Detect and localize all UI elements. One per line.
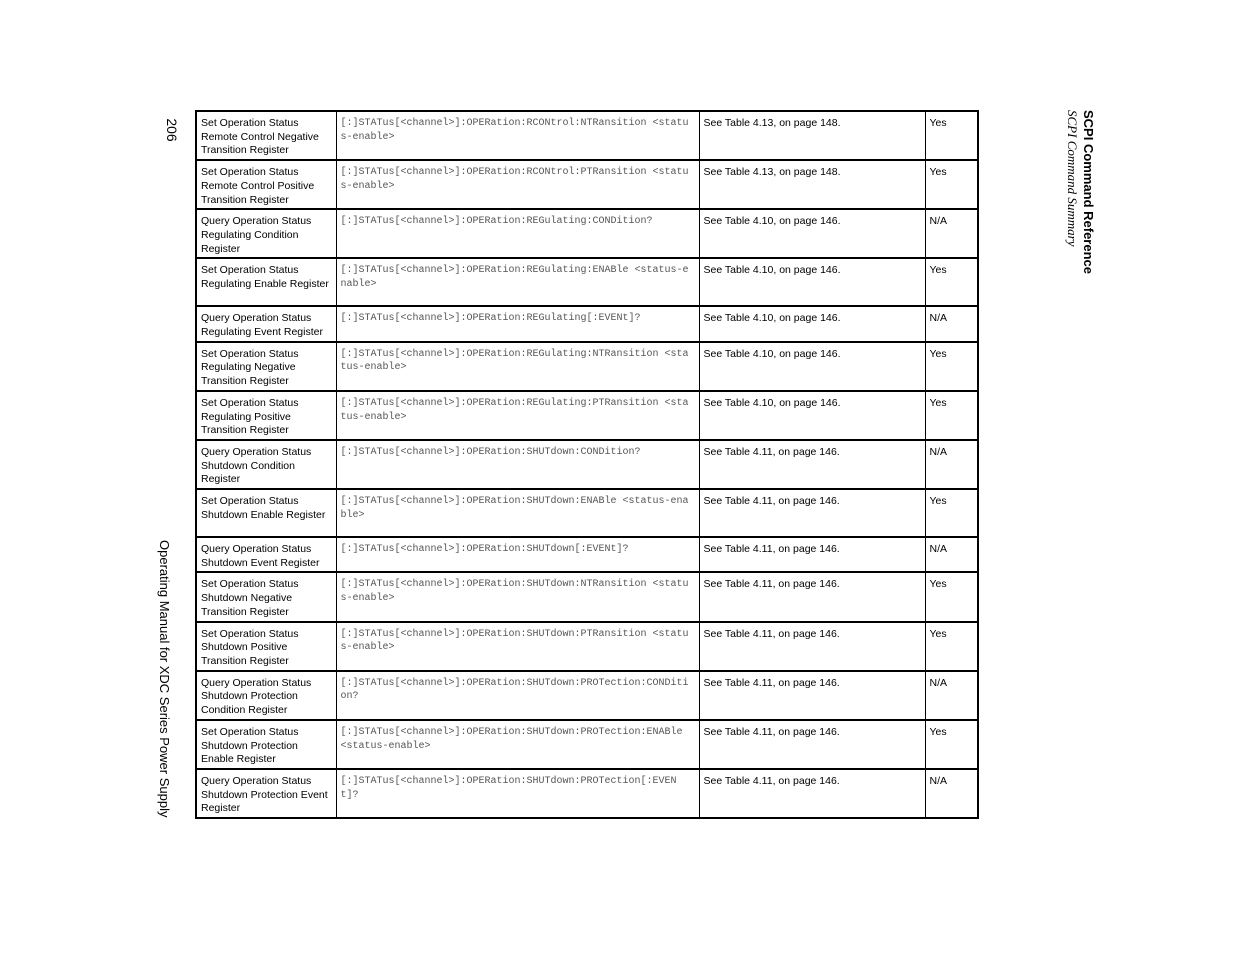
page-number: 206	[164, 118, 180, 142]
table-row	[196, 572, 978, 621]
value-cell: Yes	[925, 720, 978, 769]
table-row	[196, 391, 978, 440]
reference-cell: See Table 4.13, on page 148.	[699, 111, 925, 160]
value-cell: Yes	[925, 342, 978, 391]
reference-cell: See Table 4.11, on page 146.	[699, 440, 925, 489]
syntax-cell: [:]STATus[<channel>]:OPERation:SHUTdown:PROTection:ENABle <status-enable>	[336, 720, 699, 769]
value-cell: N/A	[925, 537, 978, 572]
table-row	[196, 306, 978, 341]
reference-cell: See Table 4.11, on page 146.	[699, 720, 925, 769]
reference-cell: See Table 4.11, on page 146.	[699, 537, 925, 572]
table-row	[196, 111, 978, 160]
reference-cell: See Table 4.13, on page 148.	[699, 160, 925, 209]
table-row	[196, 671, 978, 720]
reference-cell: See Table 4.11, on page 146.	[699, 622, 925, 671]
reference-cell: See Table 4.10, on page 146.	[699, 258, 925, 306]
value-cell: Yes	[925, 391, 978, 440]
reference-cell: See Table 4.11, on page 146.	[699, 769, 925, 818]
function-cell: Set Operation Status Regulating Negative Transition Register	[196, 342, 336, 391]
function-cell: Query Operation Status Shutdown Protection Event Register	[196, 769, 336, 818]
table-row	[196, 440, 978, 489]
syntax-cell: [:]STATus[<channel>]:OPERation:RCONtrol:NTRansition <status-enable>	[336, 111, 699, 160]
value-cell: N/A	[925, 306, 978, 341]
table-row	[196, 209, 978, 258]
chapter-title: SCPI Command Reference	[1081, 110, 1096, 274]
manual-title: Operating Manual for XDC Series Power Supply	[157, 540, 172, 818]
reference-cell: See Table 4.10, on page 146.	[699, 342, 925, 391]
table-row	[196, 160, 978, 209]
syntax-cell: [:]STATus[<channel>]:OPERation:SHUTdown[:EVENt]?	[336, 537, 699, 572]
function-cell: Set Operation Status Regulating Enable Register	[196, 258, 336, 306]
syntax-cell: [:]STATus[<channel>]:OPERation:REGulating[:EVENt]?	[336, 306, 699, 341]
function-cell: Query Operation Status Regulating Condition Register	[196, 209, 336, 258]
function-cell: Query Operation Status Shutdown Event Register	[196, 537, 336, 572]
table-row	[196, 258, 978, 306]
function-cell: Set Operation Status Remote Control Negative Transition Register	[196, 111, 336, 160]
reference-cell: See Table 4.11, on page 146.	[699, 489, 925, 537]
function-cell: Set Operation Status Shutdown Positive Transition Register	[196, 622, 336, 671]
function-cell: Set Operation Status Shutdown Negative Transition Register	[196, 572, 336, 621]
value-cell: Yes	[925, 489, 978, 537]
value-cell: N/A	[925, 440, 978, 489]
value-cell: Yes	[925, 622, 978, 671]
syntax-cell: [:]STATus[<channel>]:OPERation:SHUTdown:NTRansition <status-enable>	[336, 572, 699, 621]
function-cell: Set Operation Status Remote Control Positive Transition Register	[196, 160, 336, 209]
syntax-cell: [:]STATus[<channel>]:OPERation:SHUTdown:PROTection[:EVENt]?	[336, 769, 699, 818]
value-cell: N/A	[925, 209, 978, 258]
value-cell: Yes	[925, 160, 978, 209]
running-header	[1064, 110, 1096, 274]
table-row	[196, 622, 978, 671]
value-cell: Yes	[925, 572, 978, 621]
value-cell: N/A	[925, 769, 978, 818]
table-row	[196, 720, 978, 769]
function-cell: Set Operation Status Regulating Positive Transition Register	[196, 391, 336, 440]
value-cell: N/A	[925, 671, 978, 720]
function-cell: Query Operation Status Shutdown Condition Register	[196, 440, 336, 489]
table-row	[196, 342, 978, 391]
value-cell: Yes	[925, 258, 978, 306]
syntax-cell: [:]STATus[<channel>]:OPERation:REGulating:PTRansition <status-enable>	[336, 391, 699, 440]
function-cell: Query Operation Status Regulating Event Register	[196, 306, 336, 341]
function-cell: Set Operation Status Shutdown Enable Register	[196, 489, 336, 537]
syntax-cell: [:]STATus[<channel>]:OPERation:REGulating:ENABle <status-enable>	[336, 258, 699, 306]
table-row	[196, 769, 978, 818]
function-cell: Query Operation Status Shutdown Protection Condition Register	[196, 671, 336, 720]
reference-cell: See Table 4.11, on page 146.	[699, 671, 925, 720]
syntax-cell: [:]STATus[<channel>]:OPERation:REGulating:CONDition?	[336, 209, 699, 258]
reference-cell: See Table 4.11, on page 146.	[699, 572, 925, 621]
value-cell: Yes	[925, 111, 978, 160]
syntax-cell: [:]STATus[<channel>]:OPERation:SHUTdown:ENABle <status-enable>	[336, 489, 699, 537]
syntax-cell: [:]STATus[<channel>]:OPERation:REGulating:NTRansition <status-enable>	[336, 342, 699, 391]
syntax-cell: [:]STATus[<channel>]:OPERation:RCONtrol:PTRansition <status-enable>	[336, 160, 699, 209]
syntax-cell: [:]STATus[<channel>]:OPERation:SHUTdown:CONDition?	[336, 440, 699, 489]
reference-cell: See Table 4.10, on page 146.	[699, 391, 925, 440]
reference-cell: See Table 4.10, on page 146.	[699, 209, 925, 258]
table-row	[196, 537, 978, 572]
syntax-cell: [:]STATus[<channel>]:OPERation:SHUTdown:PROTection:CONDition?	[336, 671, 699, 720]
command-summary-table	[195, 110, 979, 819]
function-cell: Set Operation Status Shutdown Protection Enable Register	[196, 720, 336, 769]
reference-cell: See Table 4.10, on page 146.	[699, 306, 925, 341]
section-title: SCPI Command Summary	[1065, 110, 1080, 247]
table-row	[196, 489, 978, 537]
syntax-cell: [:]STATus[<channel>]:OPERation:SHUTdown:PTRansition <status-enable>	[336, 622, 699, 671]
